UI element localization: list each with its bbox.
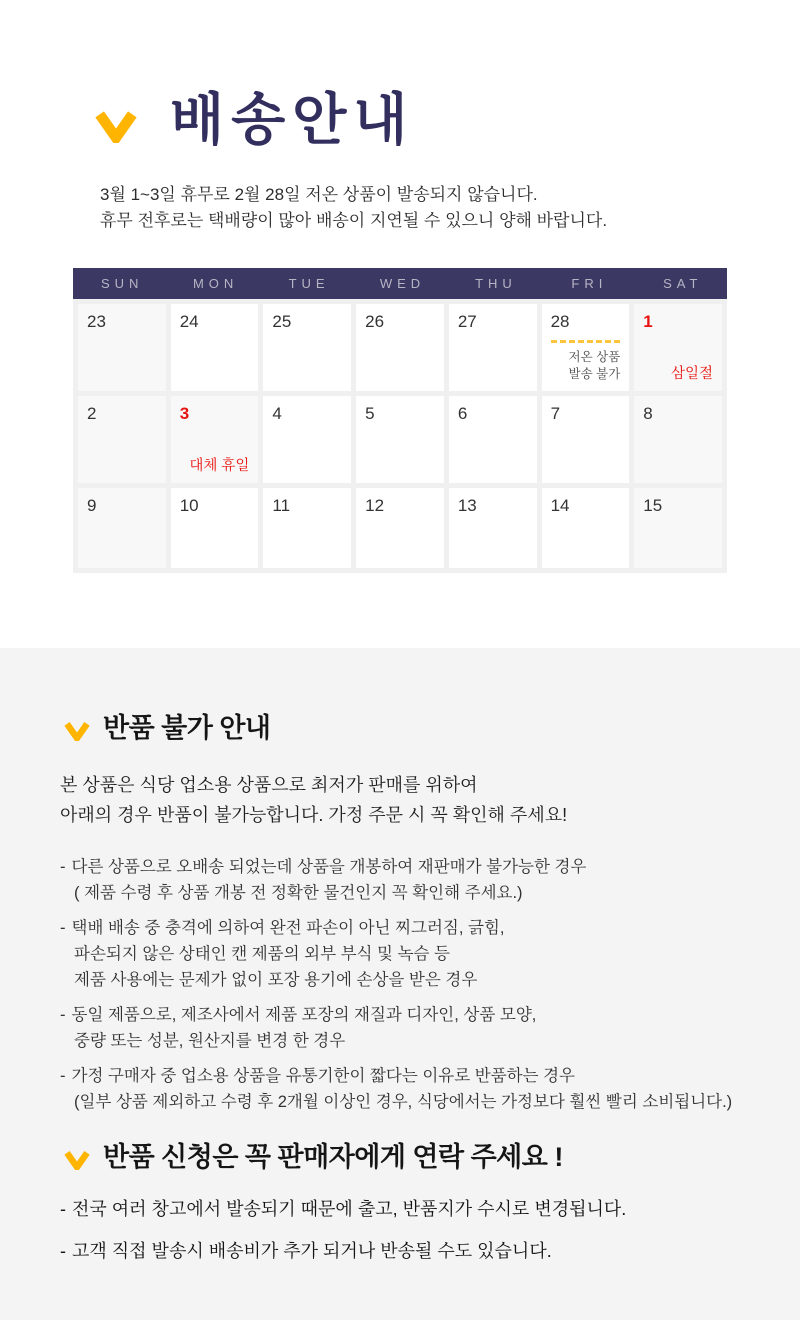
day-number: 2 bbox=[87, 404, 97, 423]
no-return-bullet-list bbox=[60, 854, 760, 1115]
bullet-item bbox=[60, 1193, 760, 1226]
shipping-intro-line-1: 3월 1~3일 휴무로 2월 28일 저온 상품이 발송되지 않습니다. bbox=[100, 185, 538, 204]
bullet-item bbox=[60, 1002, 760, 1054]
calendar-cell bbox=[263, 488, 351, 568]
calendar-cell bbox=[356, 396, 444, 483]
weekday-label: MON bbox=[192, 276, 239, 291]
bullet-item bbox=[60, 1235, 760, 1268]
calendar-cell bbox=[356, 488, 444, 568]
return-policy-section bbox=[0, 648, 800, 1320]
bullet-line-continued: ( 제품 수령 후 상품 개봉 전 정확한 물건인지 꼭 확인해 주세요.) bbox=[74, 884, 523, 902]
shipping-heading bbox=[95, 88, 800, 152]
contact-seller-heading bbox=[64, 1141, 760, 1173]
weekday-label: FRI bbox=[571, 276, 608, 291]
day-number: 23 bbox=[87, 312, 106, 331]
bullet-line: - 전국 여러 창고에서 발송되기 때문에 출고, 반품지가 수시로 변경됩니다. bbox=[60, 1199, 627, 1219]
calendar-cell bbox=[449, 488, 537, 568]
day-number: 27 bbox=[457, 312, 477, 331]
day-number: 26 bbox=[365, 312, 385, 331]
calendar-cell bbox=[78, 396, 166, 483]
bullet-item bbox=[60, 854, 760, 906]
day-number: 13 bbox=[457, 496, 477, 515]
contact-seller-title: 반품 신청은 꼭 판매자에게 연락 주세요 ! bbox=[103, 1142, 563, 1172]
bullet-line-continued: 파손되지 않은 상태인 캔 제품의 외부 부식 및 녹슴 등 bbox=[74, 945, 450, 963]
weekday-label: SUN bbox=[100, 276, 144, 291]
calendar-cell bbox=[542, 304, 630, 391]
bullet-dash: - bbox=[60, 1241, 66, 1261]
shipping-section bbox=[0, 0, 800, 573]
bullet-line: - 다른 상품으로 오배송 되었는데 상품을 개봉하여 재판매가 불가능한 경우 bbox=[60, 858, 587, 876]
day-number: 5 bbox=[365, 404, 375, 423]
no-return-title: 반품 불가 안내 bbox=[103, 713, 271, 743]
bullet-dash: - bbox=[60, 1006, 66, 1024]
dashed-divider bbox=[551, 340, 621, 343]
day-number: 12 bbox=[365, 496, 385, 515]
bullet-dash: - bbox=[60, 1067, 66, 1085]
bullet-line: - 고객 직접 발송시 배송비가 추가 되거나 반송될 수도 있습니다. bbox=[60, 1241, 552, 1261]
contact-bullet-list bbox=[60, 1193, 760, 1268]
calendar-cell bbox=[356, 304, 444, 391]
day-number: 7 bbox=[550, 404, 561, 423]
calendar-cell bbox=[449, 396, 537, 483]
calendar-cell bbox=[78, 304, 166, 391]
bullet-line: - 택배 배송 중 충격에 의하여 완전 파손이 아닌 찌그러짐, 긁힘, bbox=[60, 919, 505, 937]
calendar-cell bbox=[263, 304, 351, 391]
shipping-intro-line-2: 휴무 전후로는 택배량이 많아 배송이 지연될 수 있으니 양해 바랍니다. bbox=[100, 211, 608, 230]
shipping-intro bbox=[100, 182, 800, 234]
calendar-cell bbox=[171, 396, 259, 483]
calendar-cell bbox=[634, 304, 722, 391]
bullet-item bbox=[60, 915, 760, 993]
calendar-cell bbox=[263, 396, 351, 483]
day-number: 28 bbox=[550, 312, 570, 331]
bullet-line: - 가정 구매자 중 업소용 상품을 유통기한이 짧다는 이유로 반품하는 경우 bbox=[60, 1067, 575, 1085]
bullet-dash: - bbox=[60, 1199, 66, 1219]
no-return-heading bbox=[64, 712, 760, 744]
day-number: 15 bbox=[643, 496, 663, 515]
day-number: 11 bbox=[272, 496, 291, 515]
bullet-line: - 동일 제품으로, 제조사에서 제품 포장의 재질과 디자인, 상품 모양, bbox=[60, 1006, 537, 1024]
chevron-down-icon bbox=[64, 1150, 90, 1170]
bullet-dash: - bbox=[60, 858, 66, 876]
day-number: 14 bbox=[550, 496, 570, 515]
calendar-cell bbox=[634, 396, 722, 483]
calendar-cell bbox=[542, 488, 630, 568]
delivery-calendar bbox=[73, 268, 727, 573]
no-return-intro bbox=[60, 770, 760, 830]
weekday-label: THU bbox=[475, 276, 517, 291]
calendar-cell bbox=[542, 396, 630, 483]
weekday-label: TUE bbox=[288, 276, 330, 291]
chevron-down-icon bbox=[64, 721, 90, 741]
calendar-cell bbox=[449, 304, 537, 391]
day-number: 3 bbox=[179, 404, 190, 423]
calendar-cell bbox=[171, 488, 259, 568]
day-number: 1 bbox=[643, 312, 653, 331]
day-number: 8 bbox=[643, 404, 653, 423]
cold-shipping-note: 저온 상품 발송 불가 bbox=[568, 350, 621, 381]
bullet-line-continued: (일부 상품 제외하고 수령 후 2개월 이상인 경우, 식당에서는 가정보다 훨씬 빨리 소비됩니다.) bbox=[74, 1093, 733, 1111]
day-number: 9 bbox=[87, 496, 97, 515]
bullet-item bbox=[60, 1063, 760, 1115]
bullet-line-continued: 중량 또는 성분, 원산지를 변경 한 경우 bbox=[74, 1032, 346, 1050]
chevron-down-icon bbox=[95, 109, 137, 143]
day-number: 25 bbox=[272, 312, 292, 331]
day-number: 4 bbox=[272, 404, 282, 423]
calendar-cell bbox=[634, 488, 722, 568]
weekday-label: WED bbox=[379, 276, 426, 291]
no-return-intro-line-1: 본 상품은 식당 업소용 상품으로 최저가 판매를 위하여 bbox=[60, 775, 478, 795]
calendar-weekday-header bbox=[73, 268, 727, 299]
calendar-grid bbox=[73, 299, 727, 573]
day-number: 6 bbox=[457, 404, 468, 423]
holiday-label: 대체 휴일 bbox=[189, 458, 250, 474]
calendar-cell bbox=[171, 304, 259, 391]
no-return-intro-line-2: 아래의 경우 반품이 불가능합니다. 가정 주문 시 꼭 확인해 주세요! bbox=[60, 805, 568, 825]
day-number: 10 bbox=[179, 496, 199, 515]
bullet-line-continued: 제품 사용에는 문제가 없이 포장 용기에 손상을 받은 경우 bbox=[74, 971, 478, 989]
day-number: 24 bbox=[179, 312, 199, 331]
bullet-dash: - bbox=[60, 919, 66, 937]
page-title: 배송안내 bbox=[170, 88, 415, 151]
weekday-label: SAT bbox=[663, 276, 703, 291]
calendar-cell bbox=[78, 488, 166, 568]
holiday-label: 삼일절 bbox=[670, 366, 713, 382]
